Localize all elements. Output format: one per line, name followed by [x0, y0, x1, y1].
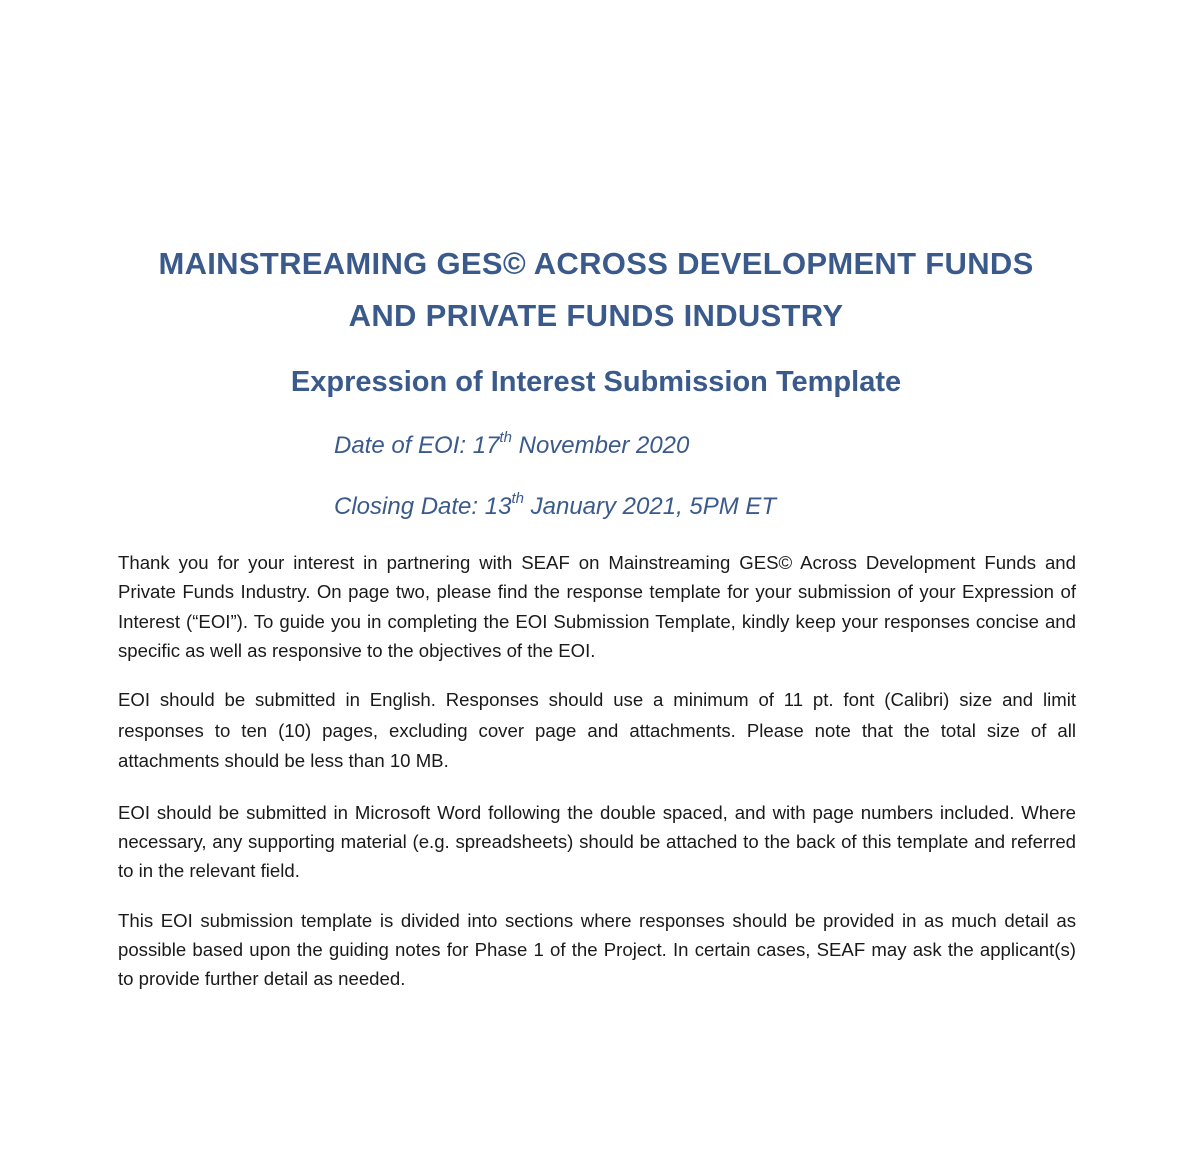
closing-date-rest: January 2021, 5PM ET	[523, 493, 777, 520]
date-of-eoi-rest: November 2020	[511, 432, 690, 459]
date-of-eoi	[334, 430, 689, 462]
date-of-eoi-ordinal: th	[499, 429, 512, 446]
date-of-eoi-prefix: Date of EOI: 17	[334, 432, 500, 459]
title-line-2: AND PRIVATE FUNDS INDUSTRY	[348, 298, 844, 333]
document-title	[100, 238, 1092, 342]
paragraph-sections: This EOI submission template is divided into sections where responses should be provided in as much detail as possible based upon the guiding notes for Phase 1 of the Project. In certain cases, SEAF may ask the applicant(s) to provide further detail as needed.	[118, 909, 1076, 990]
body-text	[118, 548, 1076, 1013]
title-line-1: MAINSTREAMING GES© ACROSS DEVELOPMENT FUNDS	[158, 246, 1034, 281]
closing-date-ordinal: th	[511, 490, 524, 507]
document-subtitle: Expression of Interest Submission Template	[290, 366, 902, 398]
paragraph-language-format: EOI should be submitted in English. Responses should use a minimum of 11 pt. font (Calibri) size and limit responses to ten (10) pages, excluding cover page and attachments. Please note that the total size of all attachments should be less than 10 MB.	[118, 689, 1076, 772]
paragraph-word-format: EOI should be submitted in Microsoft Word following the double spaced, and with page numbers included. Where necessary, any supporting material (e.g. spreadsheets) should be attached to the back of this template and referred to in the relevant field.	[118, 801, 1076, 882]
closing-date	[334, 491, 776, 523]
paragraph-intro: Thank you for your interest in partnering with SEAF on Mainstreaming GES© Across Development Funds and Private Funds Industry. On page two, please find the response template for your submission of your Expression of Interest (“EOI”). To guide you in completing the EOI Submission Template, kindly keep your responses concise and specific as well as responsive to the objectives of the EOI.	[118, 552, 1076, 661]
closing-date-prefix: Closing Date: 13	[334, 493, 512, 520]
